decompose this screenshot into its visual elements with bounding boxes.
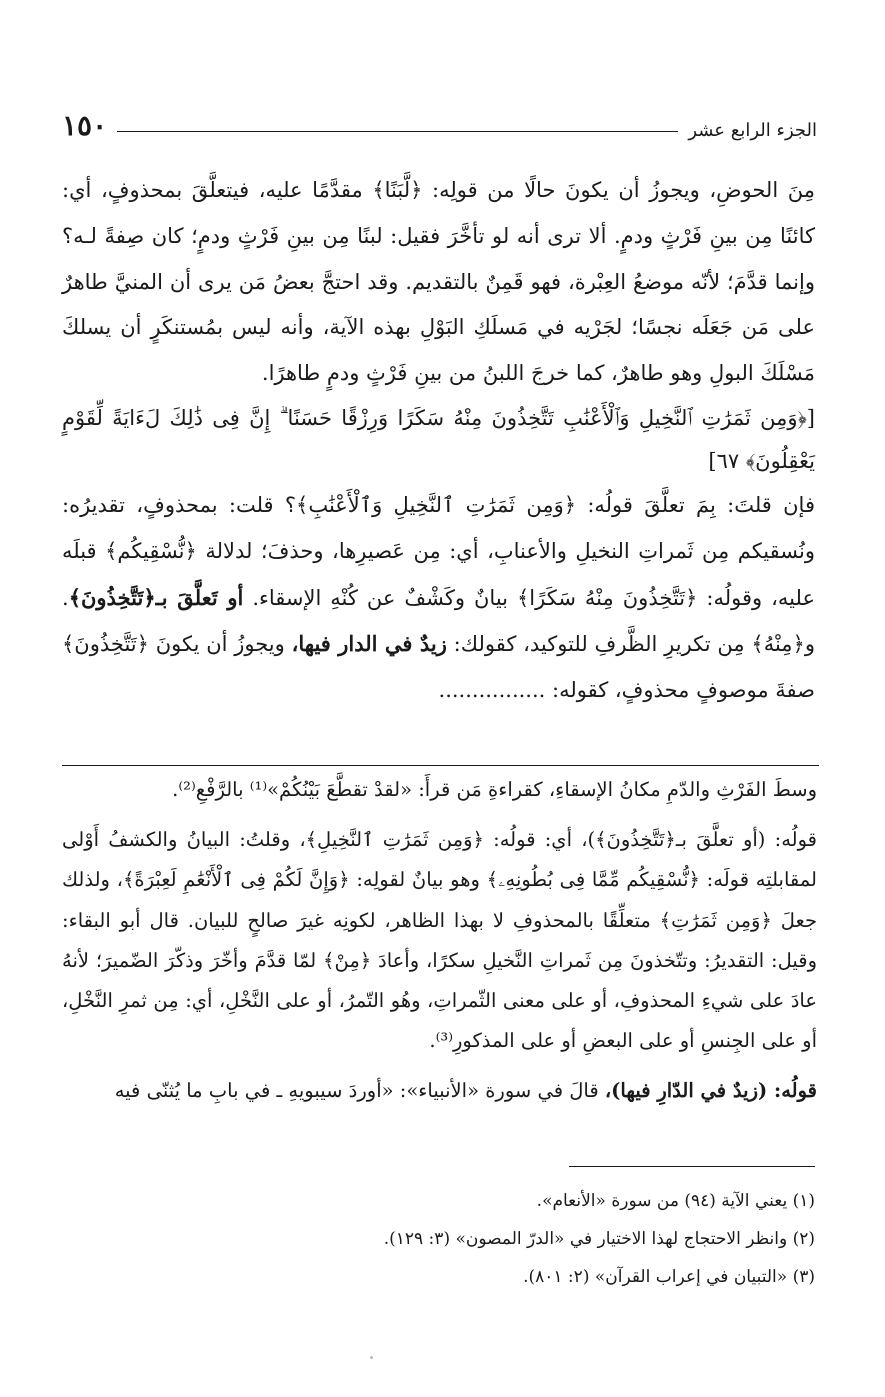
quran-verse: [﴿وَمِن ثَمَرَٰتِ ٱلنَّخِيلِ وَٱلْأَعْنَٰبِ تَتَّخِذُونَ مِنْهُ سَكَرًا وَرِزْقًا حَسَنًا ۗ إِنَّ فِى ذَٰلِكَ لَءَايَةً لِّقَوْمٍ يَعْقِلُونَ﴾ ٦٧] [62, 405, 815, 473]
scan-speck [370, 1356, 373, 1359]
commentary-text [62, 770, 817, 1112]
commentary-paragraph-2-text: قالَ في سورة «الأنبياء»: «أوردَ سيبويهِ ـ في بابِ ما يُثنّى فيه [114, 1079, 599, 1103]
main-paragraph-2d: زيدٌ في الدار فيها، [291, 631, 447, 657]
main-paragraph-2c: . و﴿مِنْهُ﴾ مِن تكريرِ الظَّرفِ للتوكيد، كقولك: [62, 585, 816, 657]
running-title: الجزء الرابع عشر [688, 120, 817, 141]
commentary-paragraph-1: قولُه: (أو تعلَّقَ بـ﴿تَتَّخِذُونَ﴾)، أي: قولُه: ﴿وَمِن ثَمَرَٰتِ ٱلنَّخِيلِ﴾، وقلتُ: البيانُ والكشفُ أَوْلى لمقابلتِه قولَه: ﴿نُّسْقِيكُم مِّمَّا فِى بُطُونِهِۦ﴾ وهو بيانٌ لقولِه: ﴿وَإِنَّ لَكُمْ فِى ٱلْأَنْعَٰمِ لَعِبْرَةً﴾، ولذلك جعلَ ﴿وَمِن ثَمَرَٰتِ﴾ متعلِّقًا بالمحذوفِ لا بهذا الظاهر، لكونِه غيرَ صالحٍ للبيان. قال أبو البقاء: وقيل: التقديرُ: وتتّخذونَ مِن ثَمراتِ النَّخيلِ سكرًا، وأعادَ ﴿مِنْ﴾ لمّا قدَّمَ وأخّرَ وذكّرَ الضّميرَ؛ لأنهُ عادَ على شيءِ المحذوفِ، أو على معنى الثّمراتِ، وهُو التّمرُ، أو على النَّخْلِ، أي: مِن ثمرِ النَّخْلِ، أو على الجِنسِ أو على البعضِ أو على المذكورِ⁽³⁾. [62, 828, 817, 1053]
main-paragraph-2b: أو تَعلَّقَ بـ﴿تَتَّخِذُونَ﴾ [68, 584, 244, 610]
footnote-3: (٣) «التبيان في إعراب القرآن» (٢: ٨٠١). [523, 1267, 815, 1287]
footnote-2: (٢) وانظر الاحتجاج لهذا الاختيار في «الدرّ المصون» (٣: ١٢٩). [383, 1229, 815, 1249]
page-number: ١٥٠ [62, 109, 108, 142]
main-paragraph-1: مِنَ الحوضِ، ويجوزُ أن يكونَ حالًا من قولِه: ﴿لَّبَنًا﴾ مقدَّمًا عليه، فيتعلَّقَ بمحذوفٍ، أي: كائنًا مِن بينِ فَرْثٍ ودمٍ. ألا ترى أنه لو تأخَّرَ فقيل: لبنًا مِن بينِ فَرْثٍ ودمٍ؛ كان صِفةً لـه؟ وإنما قدَّمَ؛ لأنّه موضعُ العِبْرة، فهو قَمِنٌ بالتقديم. وقد احتجَّ بعضُ مَن يرى أن المنيَّ طاهرٌ على مَن جَعَلَه نجسًا؛ لجَرْيه في مَسلَكِ البَوْلِ بهذه الآية، وأنه ليس بمُستنكَرٍ أن يسلكَ مَسْلَكَ البولِ وهو طاهرٌ، كما خرجَ اللبنُ من بينِ فَرْثٍ ودمٍ طاهرًا. [62, 178, 815, 386]
main-text [62, 168, 815, 714]
commentary-line-1: وسطَ الفَرْثِ والدّمِ مكانُ الإسقاءِ، كقراءةِ مَن قرأَ: «لقدْ تقطَّعَ بَيْنُكُمْ»⁽¹⁾ بالرَّفْعِ⁽²⁾. [172, 778, 817, 801]
footnotes [62, 1182, 815, 1296]
commentary-paragraph-2 [62, 1071, 817, 1111]
main-text-divider [62, 765, 819, 766]
footnote-1: (١) يعني الآية (٩٤) من سورة «الأنعام». [536, 1191, 815, 1211]
footnote-divider [569, 1166, 815, 1167]
commentary-lemma: قولُه: (زيدٌ في الدّارِ فيها)، [604, 1079, 817, 1103]
header-rule [117, 131, 678, 132]
main-paragraph-2a: فإن قلتَ: بِمَ تعلَّقَ قولُه: ﴿وَمِن ثَمَرَٰتِ ٱلنَّخِيلِ وَٱلْأَعْنَٰبِ﴾؟ قلت: بمحذوفٍ، تقديرُه: ونُسقيكم مِن ثَمراتِ النخيلِ والأعنابِ، أي: مِن عَصيرِها، وحذفَ؛ لدلالة ﴿نُّسْقِيكُم﴾ قبلَه عليه، وقولُه: ﴿تَتَّخِذُونَ مِنْهُ سَكَرًا﴾ بيانٌ وكَشْفٌ عن كُنْهِ الإسقاء. [62, 492, 815, 610]
running-header [62, 100, 817, 140]
main-paragraph-2 [62, 483, 815, 714]
main-paragraph-2e: ويجوزُ أن يكونَ ﴿تَتَّخِذُونَ﴾ صفةَ موصوفٍ محذوفٍ، كقوله: ................ [62, 632, 815, 703]
